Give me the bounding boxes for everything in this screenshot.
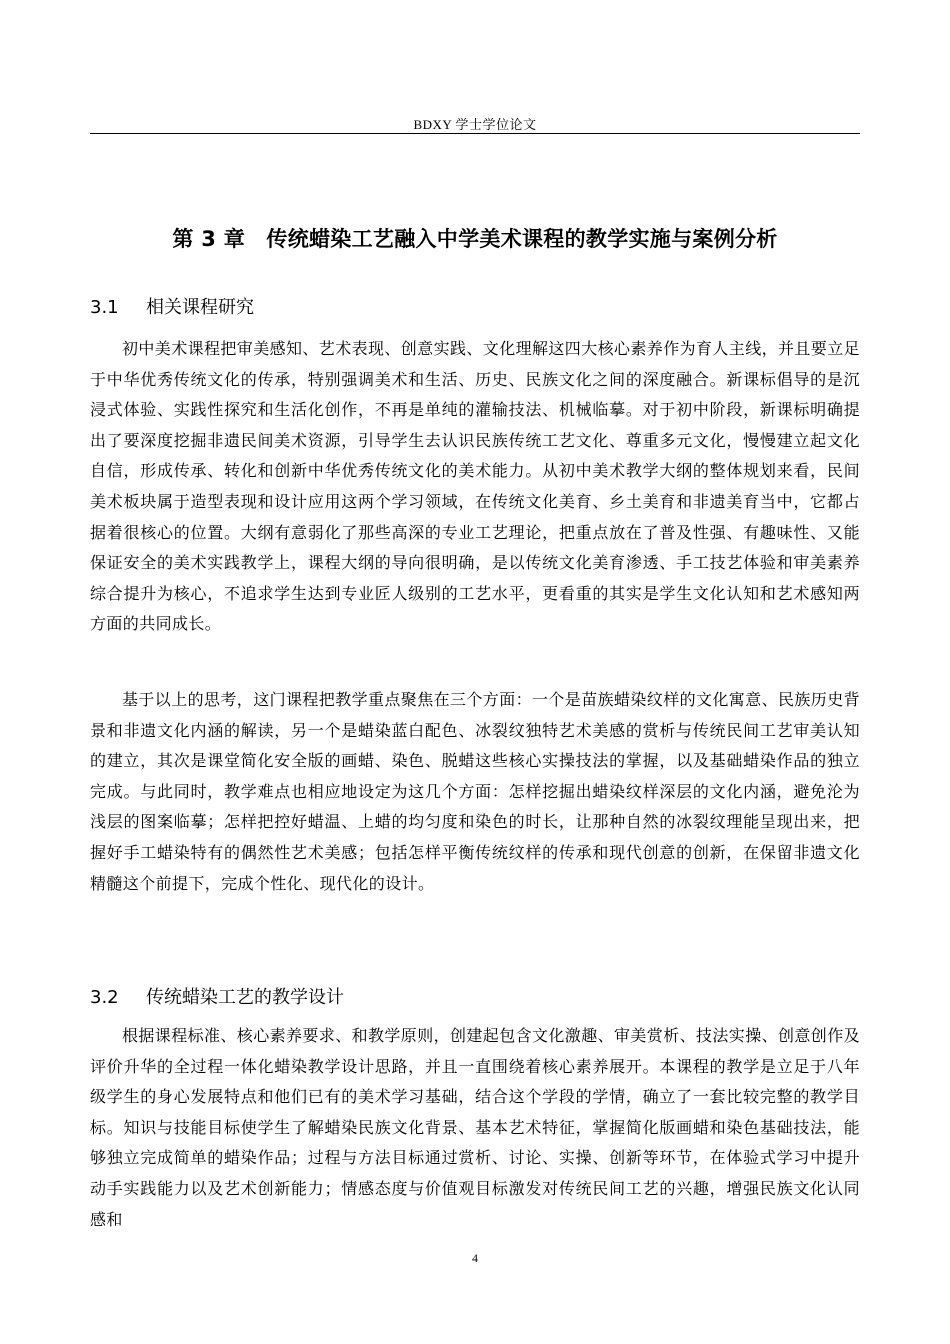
- chapter-title: 第 3 章 传统蜡染工艺融入中学美术课程的教学实施与案例分析: [172, 227, 778, 251]
- section-heading-3-2: [90, 983, 344, 1009]
- section-title: 相关课程研究: [146, 297, 254, 318]
- running-header: BDXY 学士学位论文: [413, 117, 537, 132]
- section-title: 传统蜡染工艺的教学设计: [146, 987, 344, 1008]
- section-heading-3-1: [90, 293, 254, 319]
- paragraph: 根据课程标准、核心素养要求、和教学原则，创建起包含文化激趣、审美赏析、技法实操、创意创作及评价升华的全过程一体化蜡染教学设计思路，并且一直围绕着核心素养展开。本课程的教学是立足于八年级学生的身心发展特点和他们已有的美术学习基础，结合这个学段的学情，确立了一套比较完整的教学目标。知识与技能目标使学生了解蜡染民族文化背景、基本艺术特征，掌握简化版画蜡和染色基础技法，能够独立完成简单的蜡染作品；过程与方法目标通过赏析、讨论、实操、创新等环节，在体验式学习中提升动手实践能力以及艺术创新能力；情感态度与价值观目标激发对传统民间工艺的兴趣，增强民族文化认同感和: [90, 1026, 861, 1229]
- section-number: 3.1: [90, 297, 119, 318]
- section-number: 3.2: [90, 987, 119, 1008]
- paragraph: 基于以上的思考，这门课程把教学重点聚焦在三个方面：一个是苗族蜡染纹样的文化寓意、民族历史背景和非遗文化内涵的解读，另一个是蜡染蓝白配色、冰裂纹独特艺术美感的赏析与传统民间工艺审美认知的建立，其次是课堂简化安全版的画蜡、染色、脱蜡这些核心实操技法的掌握，以及基础蜡染作品的独立完成。与此同时，教学难点也相应地设定为这几个方面：怎样挖掘出蜡染纹样深层的文化内涵，避免沦为浅层的图案临摹；怎样把控好蜡温、上蜡的均匀度和染色的时长，让那种自然的冰裂纹理能呈现出来，把握好手工蜡染特有的偶然性艺术美感；包括怎样平衡传统纹样的传承和现代创意的创新，在保留非遗文化精髓这个前提下，完成个性化、现代化的设计。: [90, 690, 861, 893]
- paragraph: 初中美术课程把审美感知、艺术表现、创意实践、文化理解这四大核心素养作为育人主线，并且要立足于中华优秀传统文化的传承，特别强调美术和生活、历史、民族文化之间的深度融合。新课标倡导的是沉浸式体验、实践性探究和生活化创作，不再是单纯的灌输技法、机械临摹。对于初中阶段，新课标明确提出了要深度挖掘非遗民间美术资源，引导学生去认识民族传统工艺文化、尊重多元文化，慢慢建立起文化自信，形成传承、转化和创新中华优秀传统文化的美术能力。从初中美术教学大纲的整体规划来看，民间美术板块属于造型表现和设计应用这两个学习领域，在传统文化美育、乡土美育和非遗美育当中，它都占据着很核心的位置。大纲有意弱化了那些高深的专业工艺理论，把重点放在了普及性强、有趣味性、又能保证安全的美术实践教学上，课程大纲的导向很明确，是以传统文化美育渗透、手工技艺体验和审美素养综合提升为核心，不追求学生达到专业匠人级别的工艺水平，更看重的其实是学生文化认知和艺术感知两方面的共同成长。: [90, 339, 861, 634]
- header-rule: [90, 133, 860, 134]
- page-number: 4: [472, 1251, 478, 1265]
